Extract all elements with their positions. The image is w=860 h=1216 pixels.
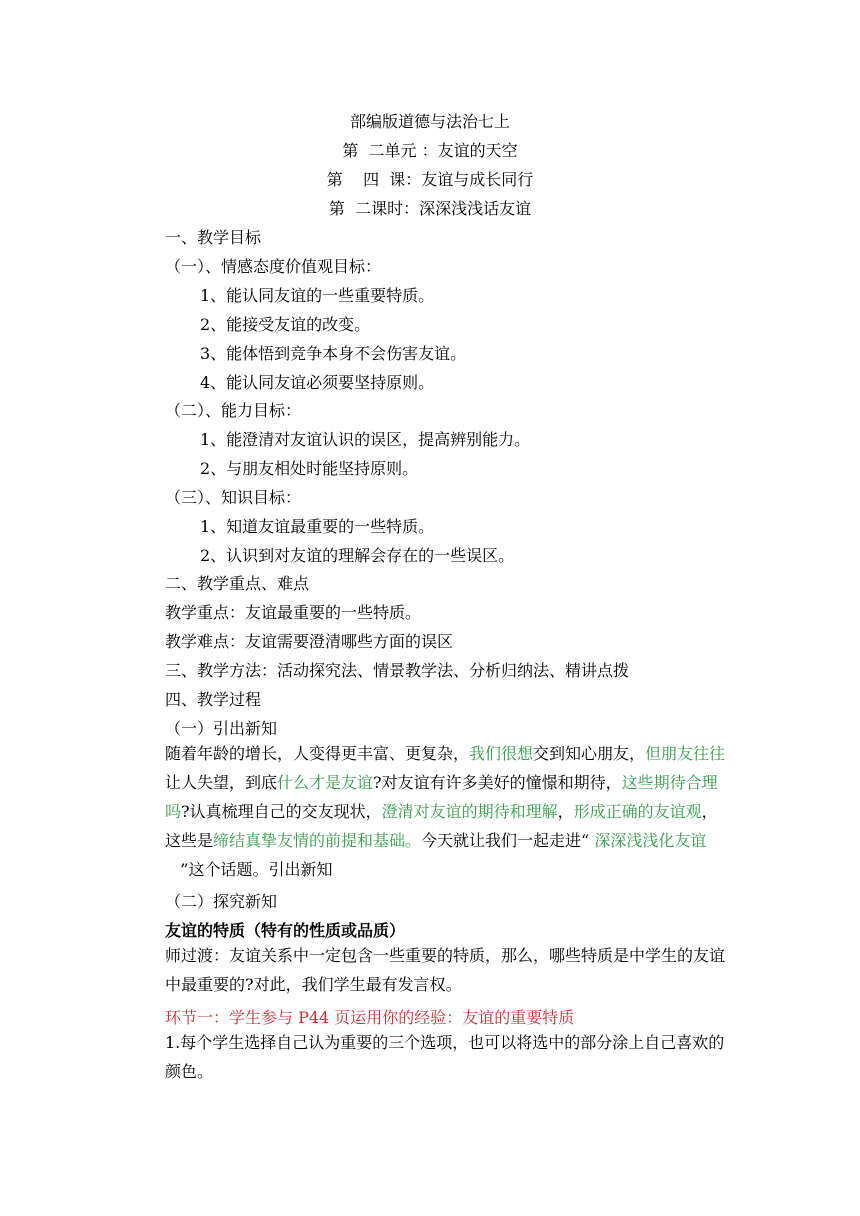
list-item: 2、与朋友相处时能坚持原则。 (200, 459, 419, 478)
section-heading-objectives: 一、教学目标 (165, 228, 262, 247)
step-one-item: 1.每个学生选择自己认为重要的三个选项，也可以将选中的部分涂上自己喜欢的颜色。 (165, 1033, 725, 1081)
subsection-heading-knowledge: （三）、知识目标： (165, 488, 302, 507)
list-item: 2、认识到对友谊的理解会存在的一些误区。 (200, 546, 515, 565)
period-title: 第 二课时：深深浅浅话友谊 (328, 199, 532, 218)
subsection-heading-ability: （二）、能力目标： (165, 401, 302, 420)
subsection-heading-emotion: （一）、情感态度价值观目标： (165, 257, 382, 276)
intro-paragraph: 随着年龄的增长，人变得更丰富、更复杂，我们很想交到知心朋友，但朋友往往让人失望，到底什么才是友谊?对友谊有许多美好的憧憬和期待，这些期待合理吗?认真梳理自己的交友现状，澄清对友谊的期待和理解，形成正确的友谊观，这些是缔结真挚友情的前提和基础。今天就让我们一起走进“ 深深浅浅化友谊 ”这个话题。引出新知 (165, 744, 726, 879)
transition-paragraph: 师过渡：友谊关系中一定包含一些重要的特质，那么，哪些特质是中学生的友谊中最重要的?对此，我们学生最有发言权。 (165, 946, 726, 994)
list-item: 3、能体悟到竞争本身不会伤害友谊。 (200, 344, 467, 363)
list-item: 2、能接受友谊的改变。 (200, 315, 371, 334)
section-heading-process: 四、教学过程 (165, 690, 262, 709)
list-item: 4、能认同友谊必须要坚持原则。 (200, 373, 435, 392)
list-item: 1、能认同友谊的一些重要特质。 (200, 286, 435, 305)
unit-title: 第 二单元 ：友谊的天空 (342, 141, 518, 160)
key-point: 教学重点：友谊最重要的一些特质。 (165, 603, 422, 622)
difficult-point: 教学难点：友谊需要澄清哪些方面的误区 (165, 632, 454, 651)
list-item: 1、知道友谊最重要的一些特质。 (200, 517, 435, 536)
section-methods: 三、教学方法：活动探究法、情景教学法、分析归纳法、精讲点拨 (165, 661, 630, 680)
doc-title: 部编版道德与法治七上 (349, 112, 510, 131)
step-one-heading: 环节一：学生参与 P44 页运用你的经验：友谊的重要特质 (165, 1008, 575, 1027)
section-heading-key-points: 二、教学重点、难点 (165, 574, 310, 593)
friendship-traits-title: 友谊的特质（特有的性质或品质） (165, 921, 406, 940)
part-heading-explore: （二）探究新知 (165, 892, 278, 911)
list-item: 1、能澄清对友谊认识的误区，提高辨别能力。 (200, 430, 531, 449)
part-heading-intro: （一）引出新知 (165, 719, 278, 738)
lesson-title: 第 四 课：友谊与成长同行 (326, 170, 534, 189)
